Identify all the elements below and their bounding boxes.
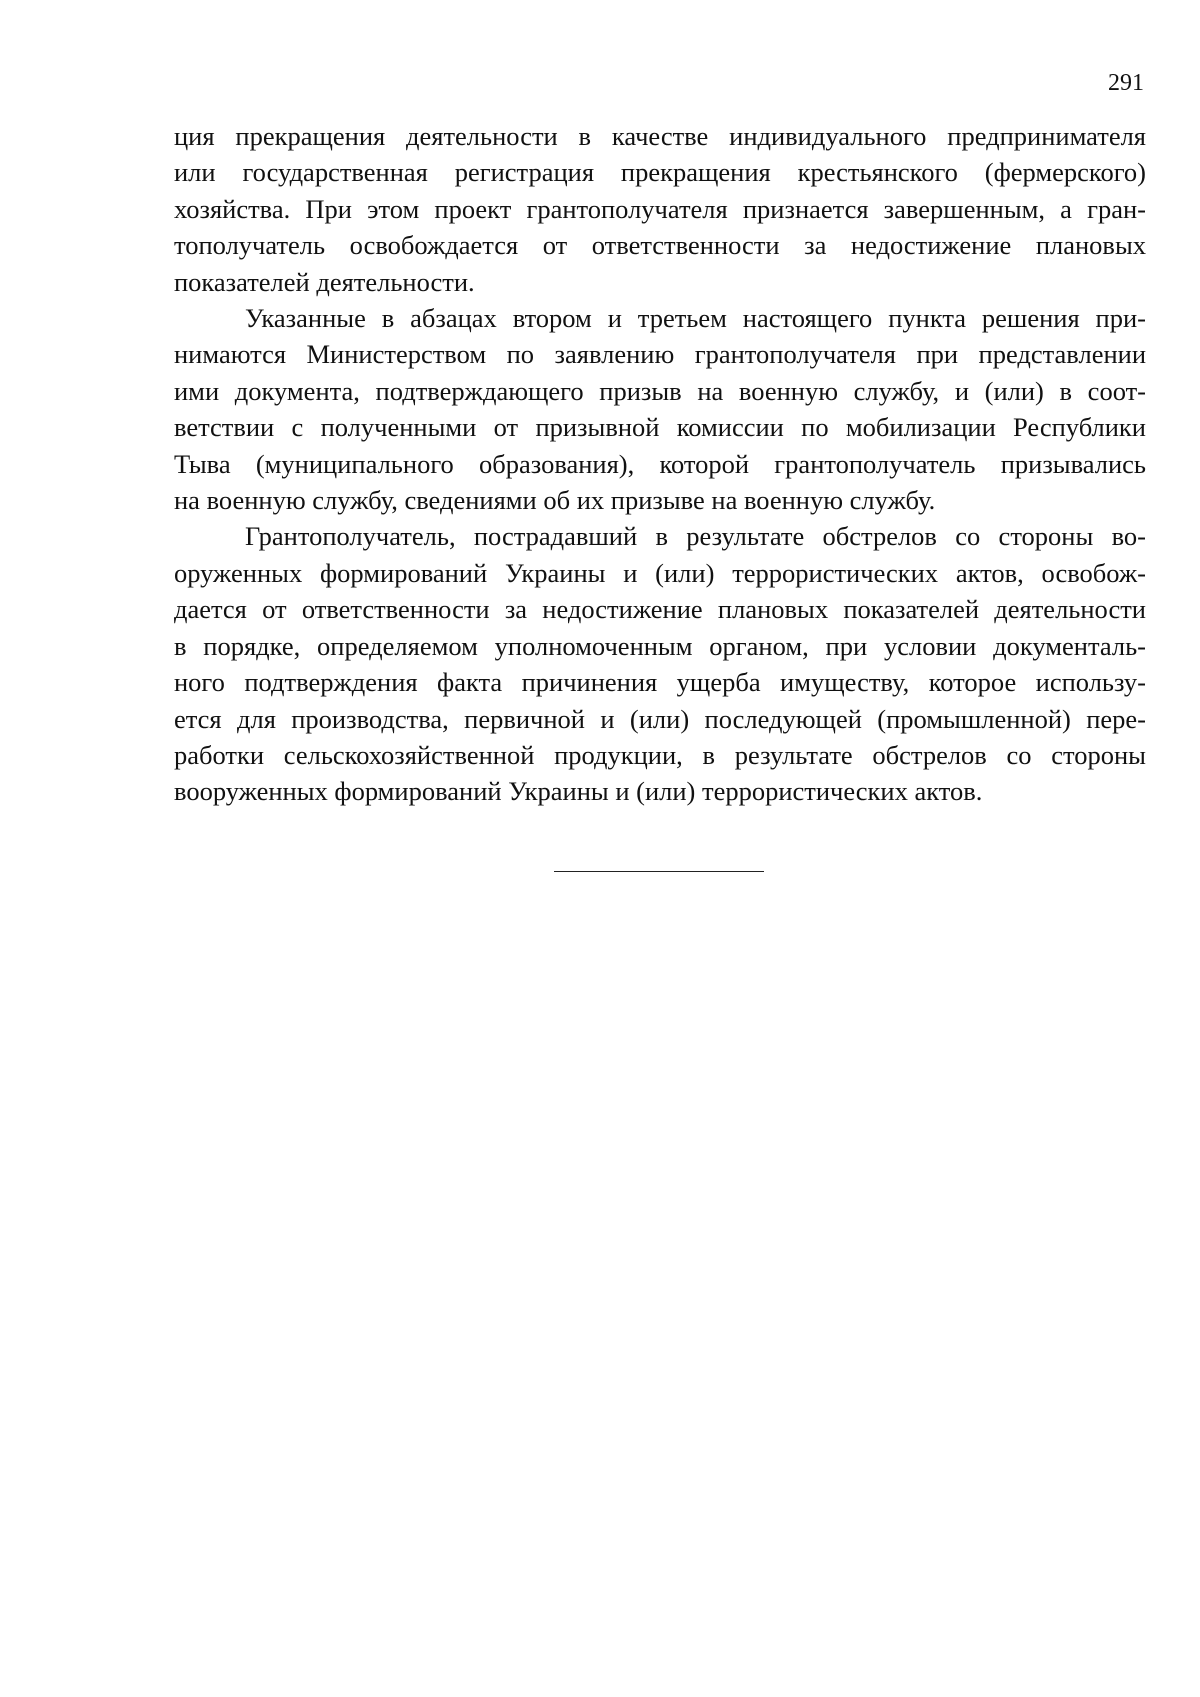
text-line: ция прекращения деятельности в качестве индивидуального предпринимателя	[174, 121, 1146, 151]
text-line: в порядке, определяемом уполномоченным органом, при условии документаль-	[174, 630, 1146, 661]
text-line: Грантополучатель, пострадавший в результате обстрелов со стороны во-	[245, 521, 1146, 552]
text-line: оруженных формирований Украины и (или) террористических актов, освобож-	[174, 557, 1146, 588]
text-line: нимаются Министерством по заявлению грантополучателя при представлении	[174, 339, 1146, 370]
text-line: Тыва (муниципального образования), которой грантополучатель призывались	[174, 448, 1146, 479]
paragraph-1	[174, 118, 1146, 300]
paragraph-3	[174, 518, 1146, 809]
text-line: работки сельскохозяйственной продукции, в результате обстрелов со стороны	[174, 739, 1146, 770]
text-line: ется для производства, первичной и (или) последующей (промышленной) пере-	[174, 703, 1146, 734]
text-line: на военную службу, сведениями об их призыве на военную службу.	[174, 485, 936, 516]
page-number: 291	[1108, 70, 1144, 96]
text-line: тополучатель освобождается от ответственности за недостижение плановых	[174, 230, 1146, 261]
text-line: показателей деятельности.	[174, 266, 475, 297]
text-line: дается от ответственности за недостижение плановых показателей деятельности	[174, 594, 1146, 625]
paragraph-2	[174, 300, 1146, 518]
text-line: вооруженных формирований Украины и (или) террористических актов.	[174, 776, 983, 807]
text-line: ими документа, подтверждающего призыв на военную службу, и (или) в соот-	[174, 375, 1146, 406]
text-line: Указанные в абзацах втором и третьем настоящего пункта решения при-	[245, 303, 1146, 334]
document-body	[174, 118, 1146, 810]
text-line: хозяйства. При этом проект грантополучателя признается завершенным, а гран-	[174, 193, 1146, 224]
end-separator-line	[554, 871, 764, 872]
text-line: или государственная регистрация прекращения крестьянского (фермерского)	[174, 157, 1146, 188]
text-line: ного подтверждения факта причинения ущерба имуществу, которое использу-	[174, 667, 1146, 698]
text-line: ветствии с полученными от призывной комиссии по мобилизации Республики	[174, 412, 1146, 443]
